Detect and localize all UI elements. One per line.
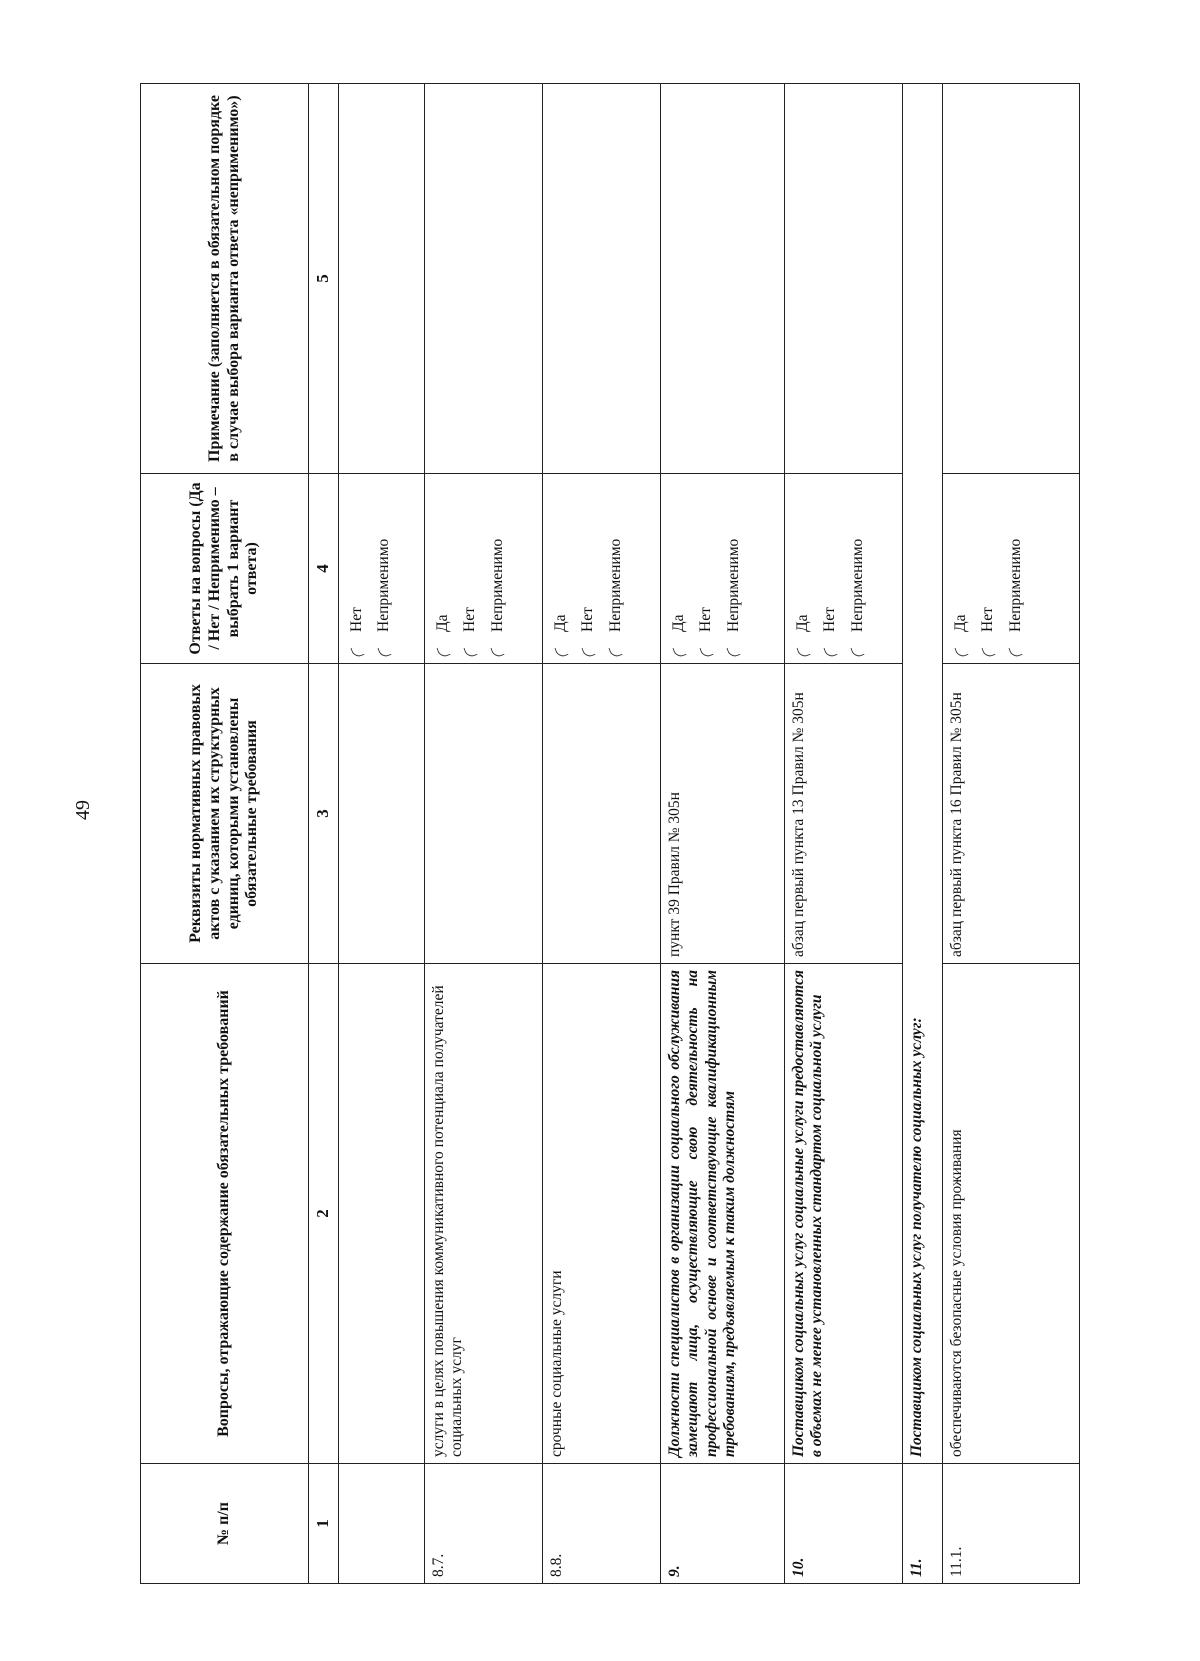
- row-note[interactable]: [543, 84, 661, 474]
- radio-icon: [491, 644, 505, 658]
- row-question: услуги в целях повышения коммуникативного потенциала получателей социальных услуг: [425, 964, 543, 1464]
- row-number: [339, 1464, 425, 1584]
- row-note[interactable]: [943, 84, 1080, 474]
- radio-icon: [796, 644, 810, 658]
- row-answers: [543, 474, 661, 664]
- row-reference: абзац первый пункта 13 Правил № 305н: [785, 664, 903, 964]
- row-question: обеспечиваются безопасные условия проживания: [943, 964, 1080, 1464]
- row-reference: [543, 664, 661, 964]
- table-row: [425, 84, 543, 1584]
- col-number: 2: [309, 964, 339, 1464]
- section-title: Поставщиком социальных услуг получателю социальных услуг:: [903, 84, 943, 1464]
- row-question: срочные социальные услуги: [543, 964, 661, 1464]
- row-question: [339, 964, 425, 1464]
- answer-no-option[interactable]: Нет: [697, 480, 715, 657]
- radio-icon: [350, 644, 364, 658]
- answer-yes-option[interactable]: Да: [552, 480, 570, 657]
- radio-icon: [954, 644, 968, 658]
- row-reference: абзац первый пункта 16 Правил № 305н: [943, 664, 1080, 964]
- header-note: Примечание (заполняется в обязательном порядке в случае выбора варианта ответа «неприменимо»): [141, 84, 309, 474]
- header-num: № п/п: [141, 1464, 309, 1584]
- radio-icon: [823, 644, 837, 658]
- answer-na-option[interactable]: Неприменимо: [375, 480, 393, 657]
- radio-icon: [377, 644, 391, 658]
- radio-icon: [463, 644, 477, 658]
- col-number: 1: [309, 1464, 339, 1584]
- radio-icon: [727, 644, 741, 658]
- row-answers: [339, 474, 425, 664]
- row-number: 9.: [661, 1464, 785, 1584]
- row-number: 8.7.: [425, 1464, 543, 1584]
- table-row: [943, 84, 1080, 1584]
- answer-na-option[interactable]: Неприменимо: [1007, 480, 1025, 657]
- radio-icon: [1009, 644, 1023, 658]
- radio-icon: [699, 644, 713, 658]
- radio-icon: [981, 644, 995, 658]
- answer-yes-option[interactable]: Да: [434, 480, 452, 657]
- answer-no-option[interactable]: Нет: [461, 480, 479, 657]
- row-note[interactable]: [661, 84, 785, 474]
- row-answers: [943, 474, 1080, 664]
- radio-icon: [851, 644, 865, 658]
- answer-yes-option[interactable]: Да: [952, 480, 970, 657]
- answer-yes-option[interactable]: Да: [794, 480, 812, 657]
- radio-icon: [436, 644, 450, 658]
- row-reference: [339, 664, 425, 964]
- row-note[interactable]: [425, 84, 543, 474]
- section-row: [903, 84, 943, 1584]
- column-numbers-row: [309, 84, 339, 1584]
- header-question: Вопросы, отражающие содержание обязательных требований: [141, 964, 309, 1464]
- row-number: 11.: [903, 1464, 943, 1584]
- answer-no-option[interactable]: Нет: [579, 480, 597, 657]
- header-reference: Реквизиты нормативных правовых актов с указанием их структурных единиц, которыми установлены обязательные требования: [141, 664, 309, 964]
- answer-yes-option[interactable]: Да: [670, 480, 688, 657]
- row-note[interactable]: [785, 84, 903, 474]
- rotated-table-sheet: [140, 84, 1080, 1584]
- row-answers: [785, 474, 903, 664]
- row-question: Поставщиком социальных услуг социальные услуги предоставляются в объемах не менее установленных стандартом социальной услуги: [785, 964, 903, 1464]
- row-answers: [661, 474, 785, 664]
- row-reference: пункт 39 Правил № 305н: [661, 664, 785, 964]
- answer-na-option[interactable]: Неприменимо: [725, 480, 743, 657]
- answer-na-option[interactable]: Неприменимо: [849, 480, 867, 657]
- radio-icon: [581, 644, 595, 658]
- row-note[interactable]: [339, 84, 425, 474]
- requirements-table: [140, 83, 1080, 1584]
- table-row: [339, 84, 425, 1584]
- col-number: 3: [309, 664, 339, 964]
- row-answers: [425, 474, 543, 664]
- header-row: [141, 84, 309, 1584]
- row-number: 11.1.: [943, 1464, 1080, 1584]
- radio-icon: [609, 644, 623, 658]
- row-reference: [425, 664, 543, 964]
- table-row: [543, 84, 661, 1584]
- page-number: 49: [72, 800, 94, 820]
- col-number: 5: [309, 84, 339, 474]
- answer-na-option[interactable]: Неприменимо: [489, 480, 507, 657]
- answer-no-option[interactable]: Нет: [979, 480, 997, 657]
- col-number: 4: [309, 474, 339, 664]
- row-number: 10.: [785, 1464, 903, 1584]
- radio-icon: [672, 644, 686, 658]
- answer-na-option[interactable]: Неприменимо: [607, 480, 625, 657]
- table-row: [661, 84, 785, 1584]
- row-question: Должности специалистов в организации социального обслуживания замещают лица, осуществляющие свою деятельность на профессиональной основе и соответствующие квалификационным требованиям, предъявляемым к таким должностям: [661, 964, 785, 1464]
- header-answers: Ответы на вопросы (Да / Нет / Неприменимо – выбрать 1 вариант ответа): [141, 474, 309, 664]
- row-number: 8.8.: [543, 1464, 661, 1584]
- radio-icon: [554, 644, 568, 658]
- answer-no-option[interactable]: Нет: [821, 480, 839, 657]
- answer-no-option[interactable]: Нет: [348, 480, 366, 657]
- table-row: [785, 84, 903, 1584]
